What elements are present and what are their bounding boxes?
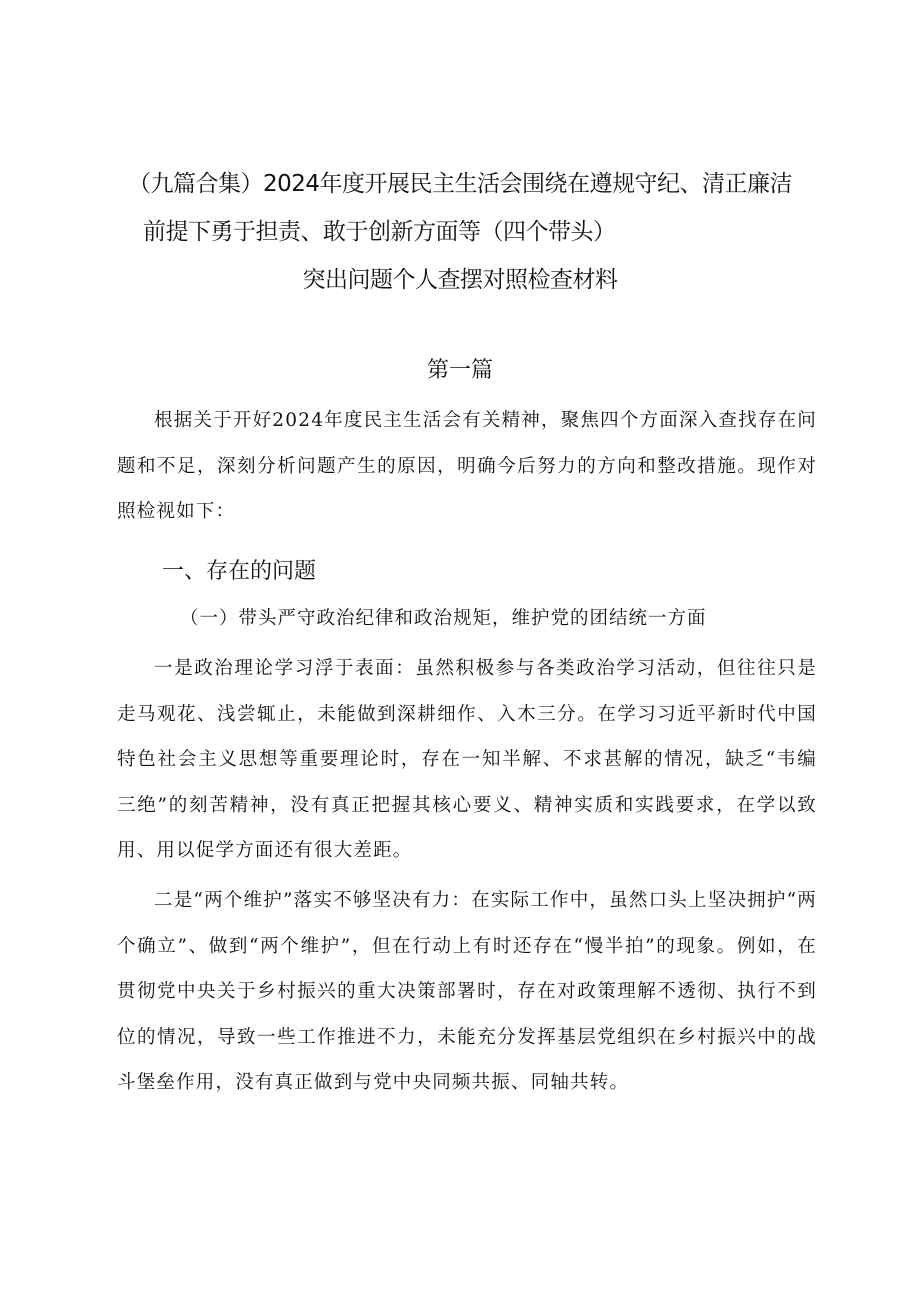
document-title-line-1: （九篇合集）2024年度开展民主生活会围绕在遵规守纪、清正廉洁 [127,171,793,197]
subheading-political-discipline: （一）带头严守政治纪律和政治规矩，维护党的团结统一方面 [180,608,707,629]
document-title-line-2: 前提下勇于担责、敢于创新方面等（四个带头） [143,219,616,245]
heading-existing-problems: 一、存在的问题 [162,559,317,584]
paragraph-theory-study: 一是政治理论学习浮于表面：虽然积极参与各类政治学习活动，但往往只是走马观花、浅尝辄止，未能做到深耕细作、入木三分。在学习习近平新时代中国特色社会主义思想等重要理论时，存在一知半解、不求甚解的情况，缺乏“韦编三绝”的刻苦精神，没有真正把握其核心要义、精神实质和实践要求，在学以致用、用以促学方面还有很大差距。 [117,658,817,861]
chapter-heading: 第一篇 [426,358,493,383]
document-title-line-3: 突出问题个人查摆对照检查材料 [302,267,618,293]
paragraph-two-safeguards: 二是“两个维护”落实不够坚决有力：在实际工作中，虽然口头上坚决拥护“两个确立”、做到“两个维护”，但在行动上有时还存在“慢半拍”的现象。例如，在贯彻党中央关于乡村振兴的重大决策部署时，存在对政策理解不透彻、执行不到位的情况，导致一些工作推进不力，未能充分发挥基层党组织在乡村振兴中的战斗堡垒作用，没有真正做到与党中央同频共振、同轴共转。 [117,890,817,1093]
intro-paragraph: 根据关于开好2024年度民主生活会有关精神，聚焦四个方面深入查找存在问题和不足，深刻分析问题产生的原因，明确今后努力的方向和整改措施。现作对照检视如下： [117,410,817,522]
